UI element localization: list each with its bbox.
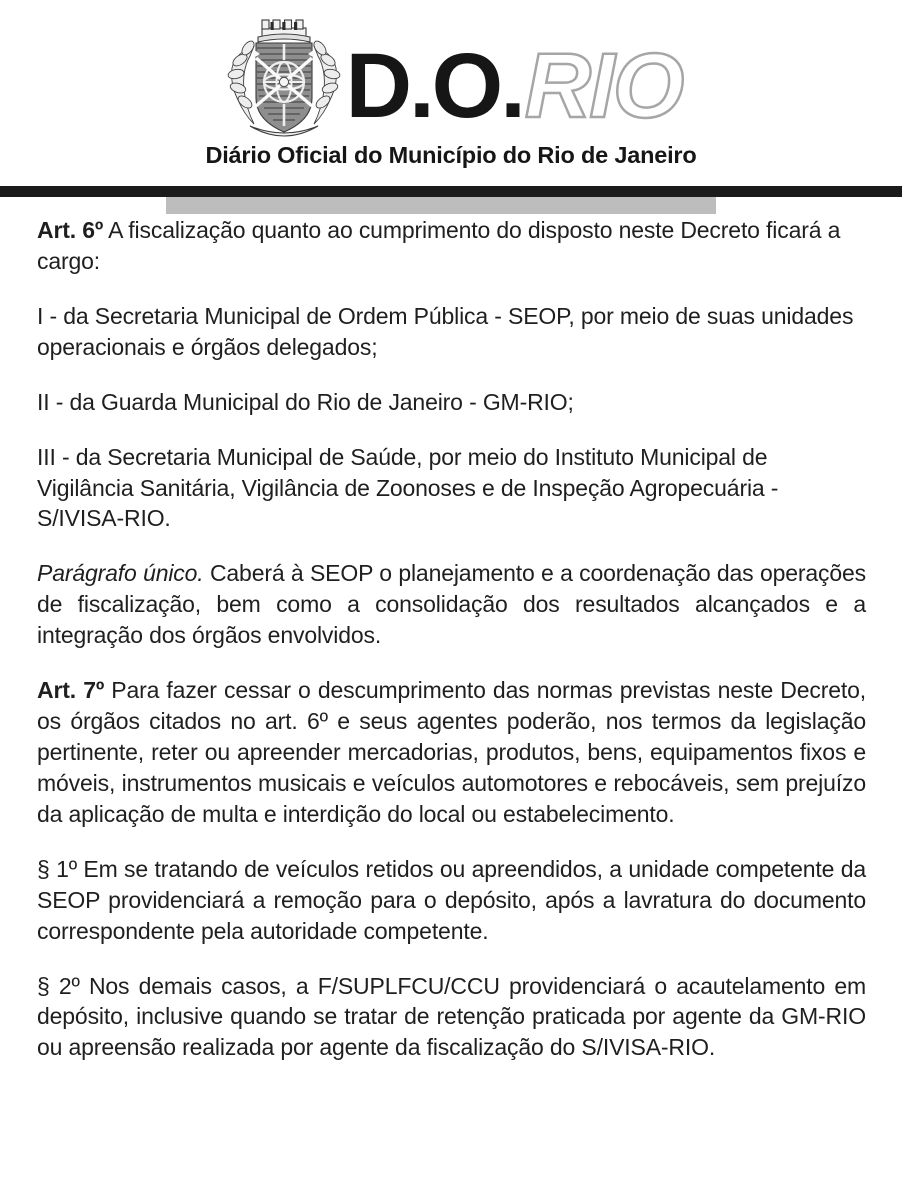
paragraph-text: Para fazer cessar o descumprimento das normas previstas neste Decreto, os órgãos citados no art. 6º e seus agentes poderão, nos termos da legislação pertinente, reter ou apreender mercadorias, produtos, bens, equipamentos fixos e móveis, instrumentos musicais e veículos automotores e rebocáveis, sem prejuízo da aplicação de multa e interdição do local ou estabelecimento. (37, 677, 866, 827)
paragraph-text: A fiscalização quanto ao cumprimento do disposto neste Decreto ficará a cargo: (37, 217, 841, 274)
paragraph-lead: Art. 6º (37, 217, 104, 243)
masthead-rule-black (0, 186, 902, 197)
paragraph-paragrafo-unico (37, 558, 866, 651)
wordmark (345, 35, 683, 137)
rio-de-janeiro-coat-of-arms-icon (220, 14, 348, 146)
paragraph-lead: Art. 7º (37, 677, 105, 704)
paragraph-text: Caberá à SEOP o planejamento e a coordenação das operações de fiscalização, bem como a consolidação dos resultados alcançados e a integração dos órgãos envolvidos. (37, 560, 866, 649)
paragraph-inciso-iii (37, 442, 866, 535)
logo-row (220, 14, 683, 146)
masthead (0, 0, 902, 186)
paragraph-text: § 1º Em se tratando de veículos retidos ou apreendidos, a unidade competente da SEOP providenciará a remoção para o depósito, após a lavratura do documento correspondente pela autoridade competente. (37, 855, 866, 944)
wordmark-rio: RIO (524, 35, 683, 137)
paragraph-art-6 (37, 215, 866, 277)
wordmark-do: D.O. (345, 35, 523, 137)
paragraph-art-7 (37, 675, 866, 830)
paragraph-paragrafo-2 (37, 971, 866, 1064)
masthead-inner (0, 0, 902, 169)
masthead-rule-gray (166, 197, 716, 214)
document-body (0, 186, 902, 1063)
paragraph-lead: Parágrafo único. (37, 560, 204, 587)
masthead-subtitle: Diário Oficial do Município do Rio de Janeiro (205, 142, 697, 168)
paragraph-inciso-ii (37, 387, 866, 418)
paragraph-paragrafo-1 (37, 854, 866, 947)
paragraph-text: II - da Guarda Municipal do Rio de Janeiro - GM-RIO; (37, 388, 574, 415)
paragraph-inciso-i (37, 301, 866, 363)
paragraph-text: I - da Secretaria Municipal de Ordem Pública - SEOP, por meio de suas unidades operacionais e órgãos delegados; (37, 302, 854, 360)
paragraph-text: § 2º Nos demais casos, a F/SUPLFCU/CCU providenciará o acautelamento em depósito, inclusive quando se tratar de retenção praticada por agente da GM-RIO ou apreensão realizada por agente da fiscalização do S/IVISA-RIO. (37, 972, 866, 1061)
paragraph-text: III - da Secretaria Municipal de Saúde, por meio do Instituto Municipal de Vigilância Sanitária, Vigilância de Zoonoses e de Inspeção Agropecuária - S/IVISA-RIO. (37, 443, 779, 532)
